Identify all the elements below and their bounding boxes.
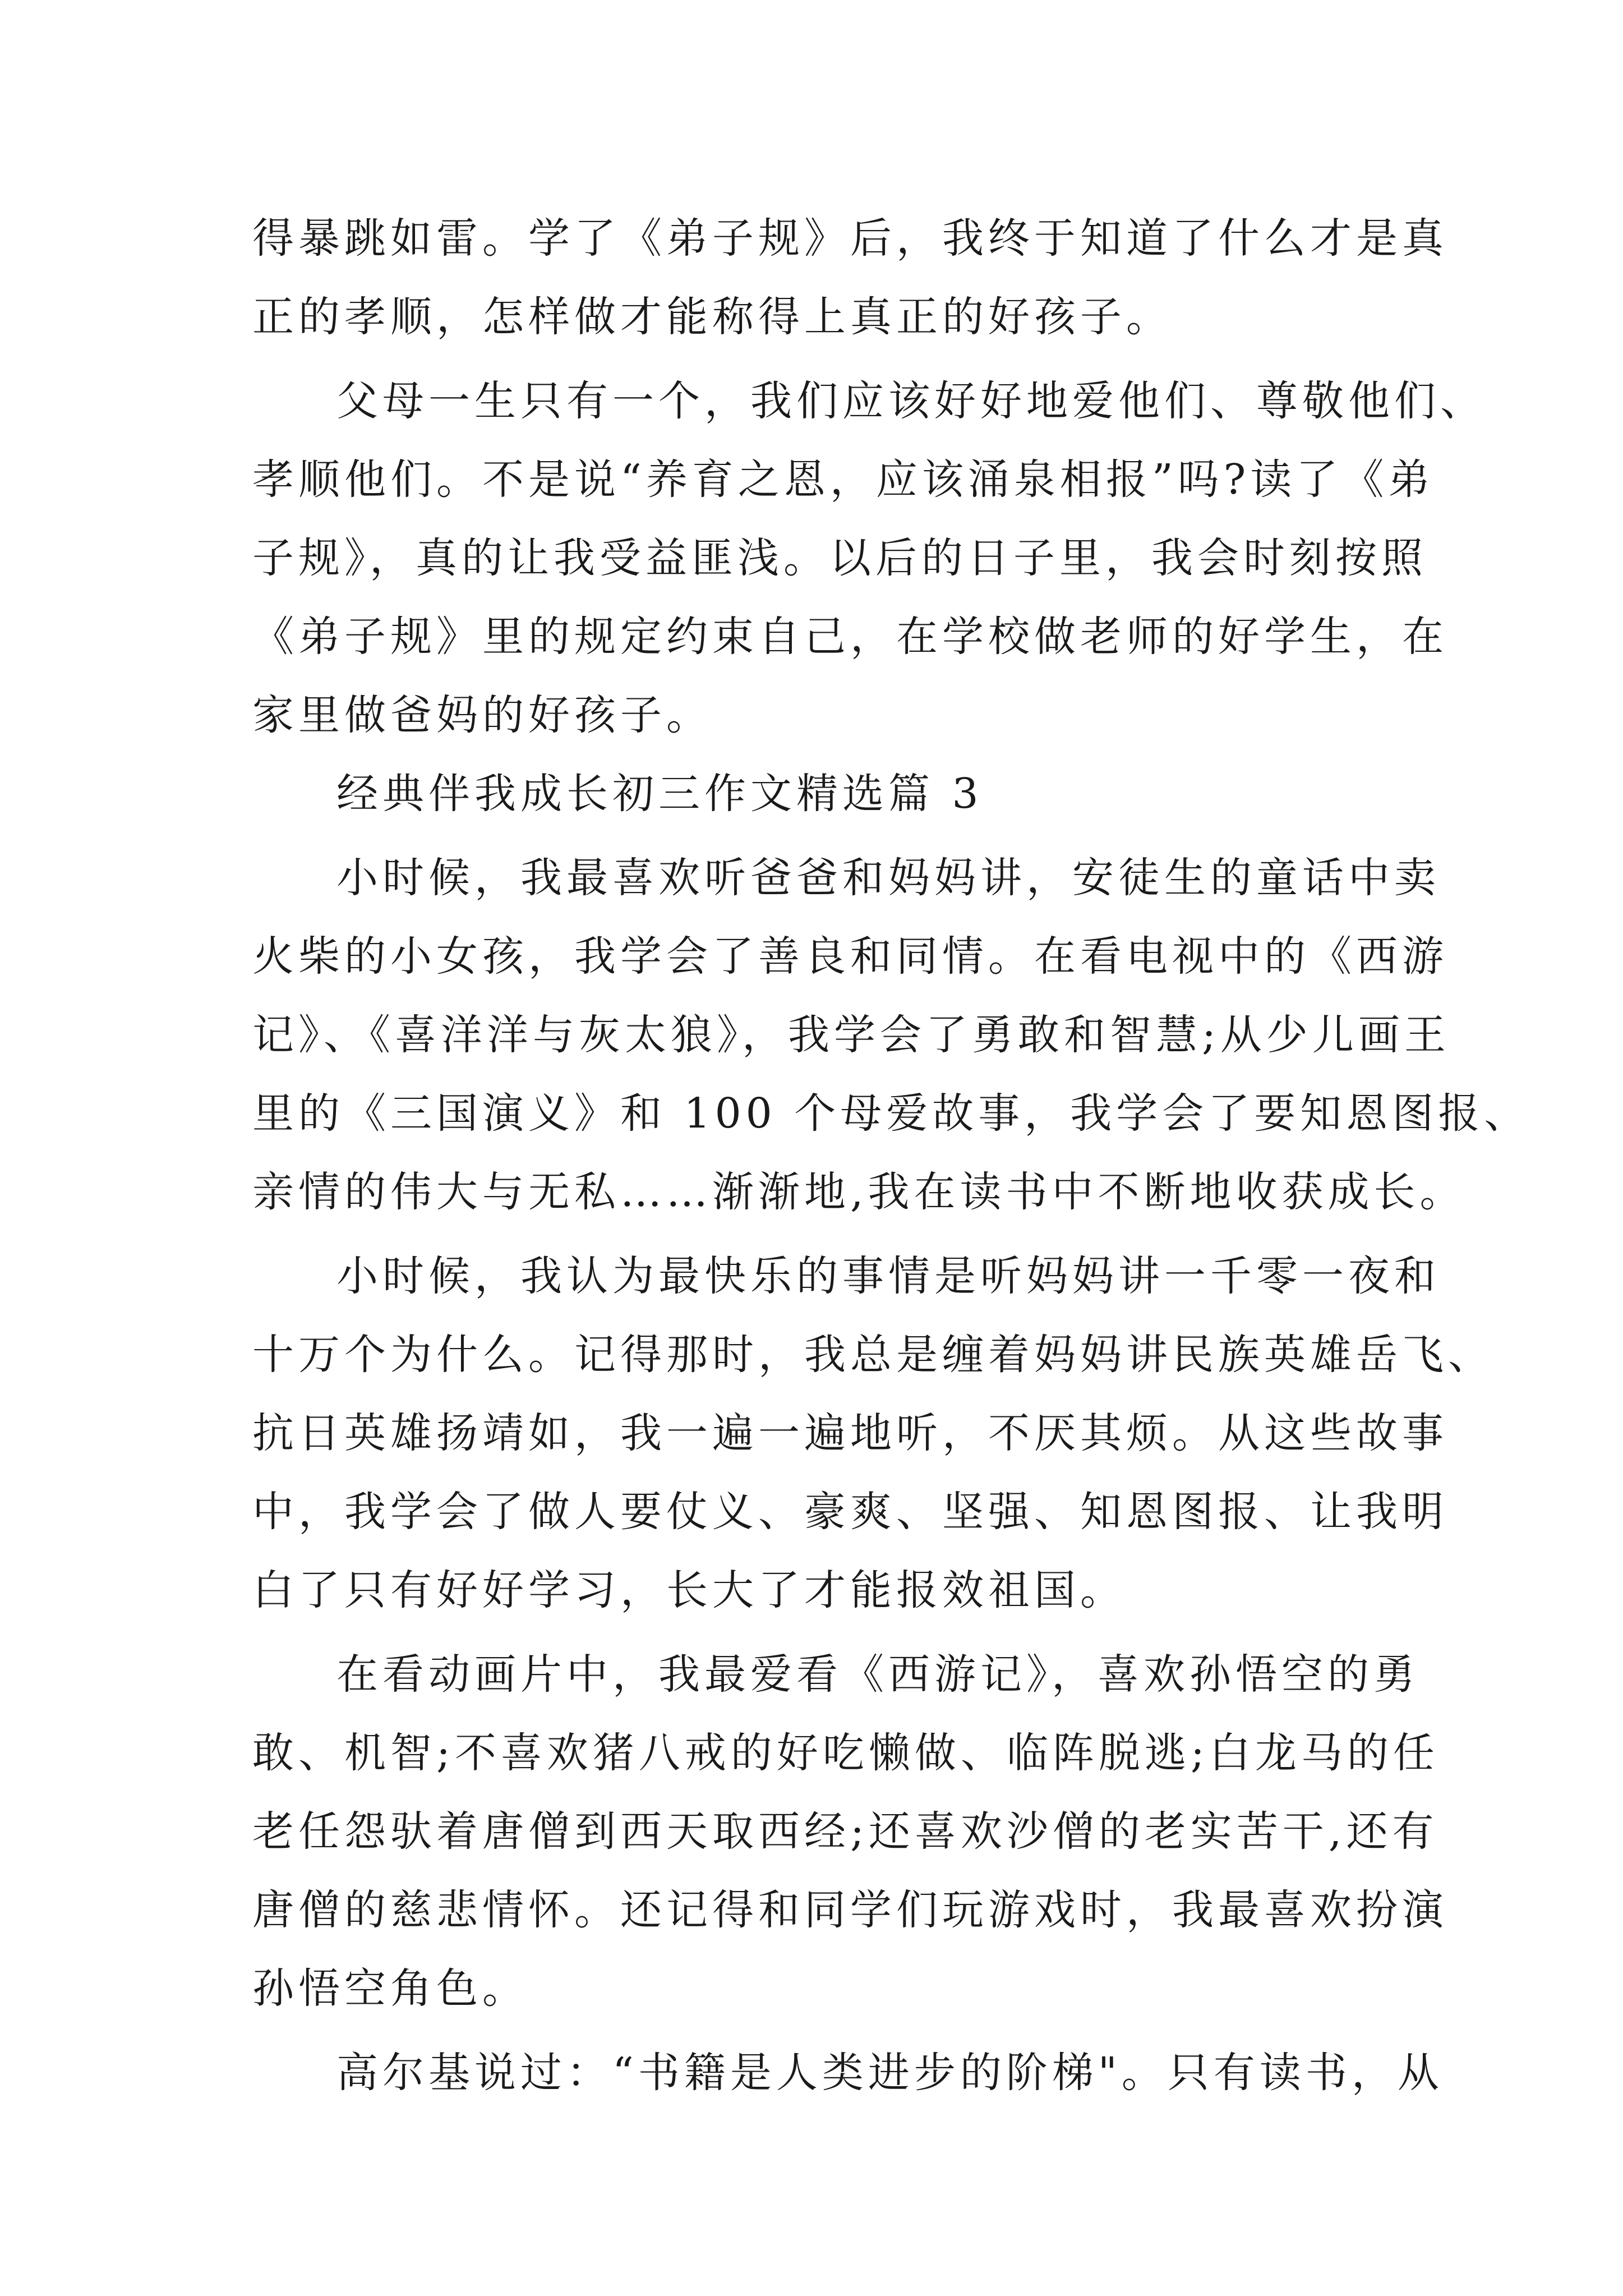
text-line-13: 亲情的伟大与无私……渐渐地,我在读书中不断地收获成长。 <box>252 1168 1466 1216</box>
section-heading: 经典伴我成长初三作文精选篇 3 <box>336 770 983 818</box>
text-line-11: 记》、《喜洋洋与灰太狼》，我学会了勇敢和智慧;从少儿画王 <box>252 1011 1450 1059</box>
text-line-24: 高尔基说过：“书籍是人类进步的阶梯"。只有读书，从 <box>336 2049 1444 2097</box>
text-line-15: 十万个为什么。记得那时，我总是缠着妈妈讲民族英雄岳飞、 <box>252 1331 1494 1379</box>
text-line-9: 小时候，我最喜欢听爸爸和妈妈讲，安徒生的童话中卖 <box>336 854 1440 902</box>
text-line-14: 小时候，我认为最快乐的事情是听妈妈讲一千零一夜和 <box>336 1252 1440 1300</box>
text-line-19: 在看动画片中，我最爱看《西游记》，喜欢孙悟空的勇 <box>336 1650 1419 1699</box>
text-line-17: 中，我学会了做人要仗义、豪爽、坚强、知恩图报、让我明 <box>252 1488 1448 1536</box>
text-line-7: 家里做爸妈的好孩子。 <box>252 691 712 739</box>
text-line-4: 孝顺他们。不是说“养育之恩，应该涌泉相报”吗?读了《弟 <box>252 455 1435 504</box>
text-line-18: 白了只有好好学习，长大了才能报效祖国。 <box>252 1566 1126 1614</box>
text-line-20: 敢、机智;不喜欢猪八戒的好吃懒做、临阵脱逃;白龙马的任 <box>252 1729 1439 1777</box>
text-line-10: 火柴的小女孩，我学会了善良和同情。在看电视中的《西游 <box>252 932 1448 981</box>
text-line-12: 里的《三国演义》和 100 个母爱故事，我学会了要知恩图报、 <box>252 1089 1530 1138</box>
text-line-23: 孙悟空角色。 <box>252 1964 528 2013</box>
text-line-16: 抗日英雄扬靖如，我一遍一遍地听，不厌其烦。从这些故事 <box>252 1409 1448 1457</box>
text-line-3: 父母一生只有一个，我们应该好好地爱他们、尊敬他们、 <box>336 377 1486 425</box>
text-line-22: 唐僧的慈悲情怀。还记得和同学们玩游戏时，我最喜欢扮演 <box>252 1886 1448 1934</box>
text-line-1: 得暴跳如雷。学了《弟子规》后，我终于知道了什么才是真 <box>252 214 1448 263</box>
text-line-6: 《弟子规》里的规定约束自己，在学校做老师的好学生，在 <box>252 613 1448 661</box>
text-line-2: 正的孝顺，怎样做才能称得上真正的好孩子。 <box>252 293 1172 341</box>
text-line-21: 老任怨驮着唐僧到西天取西经;还喜欢沙僧的老实苦干,还有 <box>252 1807 1438 1856</box>
text-line-5: 子规》，真的让我受益匪浅。以后的日子里，我会时刻按照 <box>252 534 1427 582</box>
